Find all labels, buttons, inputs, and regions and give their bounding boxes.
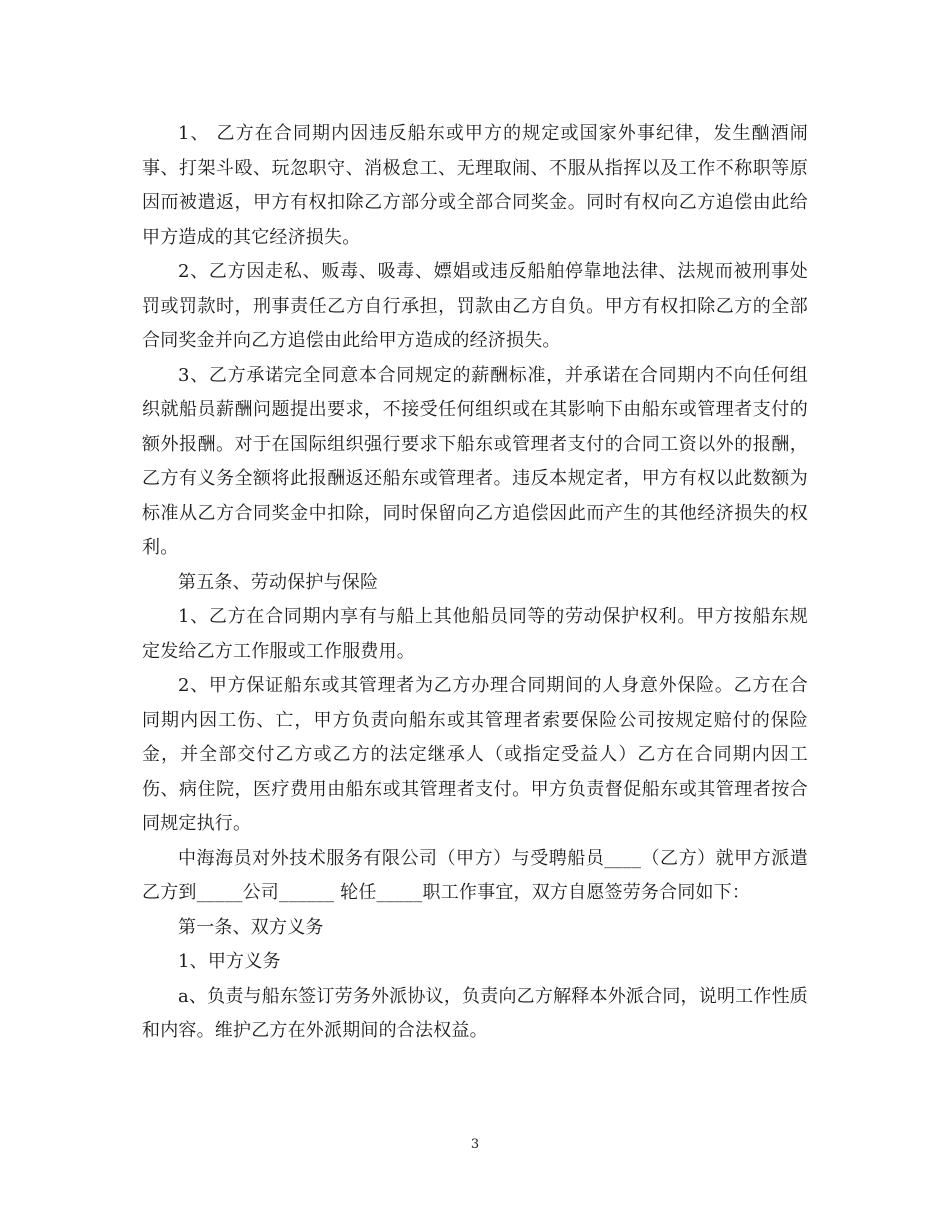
paragraph-party-a-obligation-a: a、负责与船东签订劳务外派协议，负责向乙方解释本外派合同，说明工作性质和内容。维护乙方在外派期间的合法权益。 <box>142 985 808 1041</box>
document-body <box>142 117 808 1049</box>
subheading-party-a-obligations: 1、甲方义务 <box>178 951 281 972</box>
paragraph-contract-preamble: 中海海员对外技术服务有限公司（甲方）与受聘船员____（乙方）就甲方派遣乙方到_____公司______ 轮任_____职工作事宜，双方自愿签劳务合同如下： <box>142 847 808 903</box>
paragraph-clause-1-repatriation: 1、 乙方在合同期内因违反船东或甲方的规定或国家外事纪律，发生酗酒闹事、打架斗殴、玩忽职守、消极怠工、无理取闹、不服从指挥以及工作不称职等原因而被遣返，甲方有权扣除乙方部分或全部合同奖金。同时有权向乙方追偿由此给甲方造成的其它经济损失。 <box>142 123 808 248</box>
section-heading-article-1: 第一条、双方义务 <box>178 916 324 938</box>
page-number: 3 <box>470 1137 480 1152</box>
paragraph-labor-protection: 1、乙方在合同期内享有与船上其他船员同等的劳动保护权利。甲方按船东规定发给乙方工作服或工作服费用。 <box>142 606 808 662</box>
section-heading-article-5: 第五条、劳动保护与保险 <box>178 571 379 593</box>
paragraph-clause-2-criminal-penalty: 2、乙方因走私、贩毒、吸毒、嫖娼或违反船舶停靠地法律、法规而被刑事处罚或罚款时，刑事责任乙方自行承担，罚款由乙方自负。甲方有权扣除乙方的全部合同奖金并向乙方追偿由此给甲方造成的经济损失。 <box>142 261 808 351</box>
paragraph-clause-3-remuneration: 3、乙方承诺完全同意本合同规定的薪酬标准，并承诺在合同期内不向任何组织就船员薪酬问题提出要求，不接受任何组织或在其影响下由船东或管理者支付的额外报酬。对于在国际组织强行要求下船东或管理者支付的合同工资以外的报酬，乙方有义务全额将此报酬返还船东或管理者。违反本规定者，甲方有权以此数额为标准从乙方合同奖金中扣除，同时保留向乙方追偿因此而产生的其他经济损失的权利。 <box>142 364 808 558</box>
paragraph-insurance: 2、甲方保证船东或其管理者为乙方办理合同期间的人身意外保险。乙方在合同期内因工伤、亡，甲方负责向船东或其管理者索要保险公司按规定赔付的保险金，并全部交付乙方或乙方的法定继承人（或指定受益人）乙方在合同期内因工伤、病住院，医疗费用由船东或其管理者支付。甲方负责督促船东或其管理者按合同规定执行。 <box>142 675 808 834</box>
